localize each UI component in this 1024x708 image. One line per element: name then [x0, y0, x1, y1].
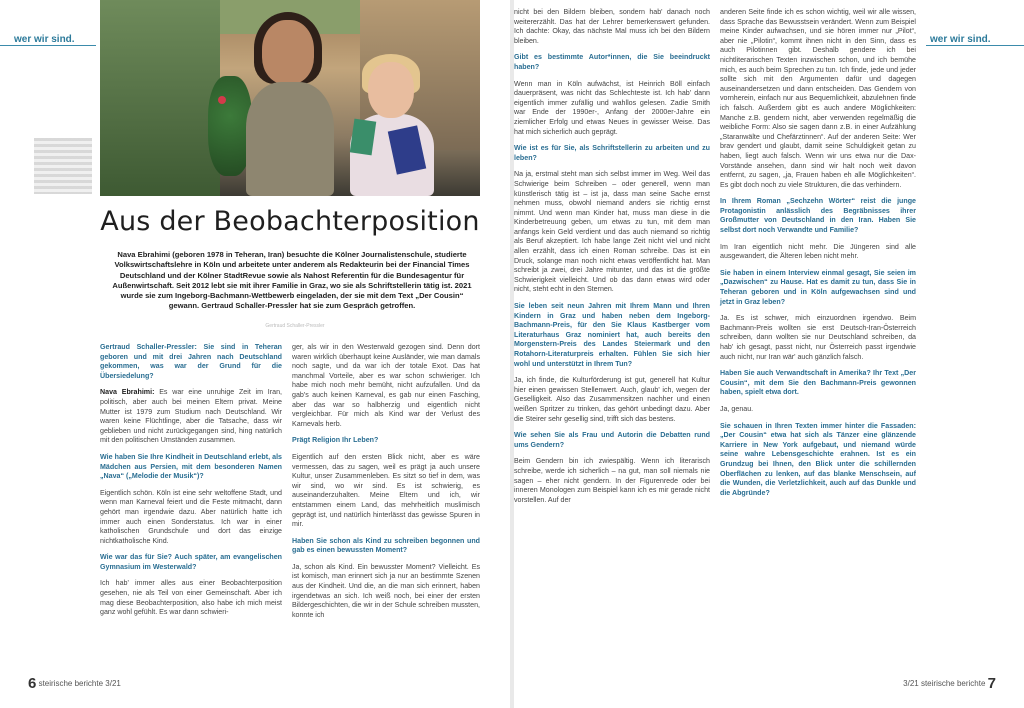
- interview-question: Sie schauen in Ihren Texten immer hinter die Fassaden: „Der Cousin“ etwa hat sich als Tänzer eine glänzende Karriere in New York aufgebaut, und niemand würde seine wahre Lebensgeschichte erahnen. Ist es ein Grundzug bei Ihnen, den Blick unter die schillernden Oberflächen zu lenken, auf das blanke Menschsein, auf die Wunden, die Verletzlichkeit, auch auf das Dunkle und die Abgründe?: [720, 421, 916, 497]
- answer-text: Es war eine unruhige Zeit im Iran, politisch, aber auch bei meinen Eltern privat. Meine Mutter ist 1979 zum Studium nach Deutschland. Wir waren keine Flüchtlinge, aber die Tatsache, dass wir geblieben und nicht zurückgegangen sind, hing natürlich mit den politischen Umständen zusammen.: [100, 388, 282, 445]
- interview-answer: anderen Seite finde ich es schon wichtig, weil wir alle wissen, dass Sprache das Bewusstsein verändert. Wenn zum Beispiel meine Kinder aufwachsen, und sie hören immer nur „Pilot“, aber nie „Pilotin“, kommt ihnen nicht in den Sinn, dass es auch Pilotinnen gibt. Deshalb gendere ich bei nichtliterarischen Texten inzwischen schon, und ich bemühe mich, es auch beim Sprechen zu tun. Ich finde, jede und jeder sollte sich mit den Argumenten dafür und dagegen auseinandersetzen und dann entscheiden. Das Gendern von vornherein, einfach nur aus Bequemlichkeit, abzulehnen finde ich falsch. Außerdem gibt es auch andere Möglichkeiten: Manche z.B. gendern nicht, aber verwenden regelmäßig die weibliche Form: Also sie sagen dann z.B. in einer Aufzählung „Staranwälte und Chefärztinnen“. Auf der anderen Seite: Wer brav gendert und glaubt, damit seine Schuldigkeit getan zu haben, liegt auch falsch. Wenn wir uns etwa nur die Dax-Vorstände ansehen, dann sind wir halt noch weit davon entfernt, zu sagen, „ja, Frauen haben eh alle Möglichkeiten“. Es gibt doch noch zu viele Strukturen, die das verhindern.: [720, 8, 916, 189]
- blurred-caption: [34, 138, 92, 194]
- interview-answer: Ja, genau.: [720, 404, 754, 413]
- interview-answer: ger, als wir in den Westerwald gezogen sind. Denn dort waren wirklich überhaupt keine Ausländer, wie man damals noch sagte, und da war ich der totale Exot. Das hat manchmal Vorteile, aber es war schon schwieriger. Ich habe mich noch mehr bemüht, nicht aufzufallen. Und da gab's auch keinen Karneval, es gab nur einen Fasching, aber das war so halbherzig und eigentlich nicht vergleichbar. Für mich als Kind war der Verlust des Karnevals herb.: [292, 343, 480, 428]
- photo-credit: Gertraud Schaller-Pressler: [265, 323, 325, 329]
- page-footer-left: [28, 675, 121, 692]
- interview-question: Sie haben in einem Interview einmal gesagt, Sie seien im „Dazwischen“ zu Hause. Hat es damit zu tun, dass Sie in Teheran geboren und in Köln aufgewachsen sind und jetzt in Graz leben?: [720, 268, 916, 306]
- page-number: 7: [987, 675, 996, 692]
- interview-question: Haben Sie schon als Kind zu schreiben begonnen und gab es einen bewussten Moment?: [292, 536, 480, 555]
- section-kicker: wer wir sind.: [14, 34, 75, 45]
- interview-question: Wie war das für Sie? Auch später, am evangelischen Gymnasium im Westerwald?: [100, 553, 282, 571]
- interview-answer: nicht bei den Bildern bleiben, sondern hab' danach noch weitererzählt. Das hat der Lehrer bemerkenswert gefunden. Ich dachte: Okay, das nächste Mal muss ich bei den Bildern bleiben.: [514, 8, 710, 45]
- page-footer-right: [903, 675, 996, 692]
- speaker-name: Nava Ebrahimi:: [100, 388, 155, 397]
- article-lead: Nava Ebrahimi (geboren 1978 in Teheran, Iran) besuchte die Kölner Journalistenschule, studierte Volkswirtschaftslehre in Köln und arbeitete unter anderem als Redakteurin bei der Financial Times Deutschland und der Kölner StadtRevue sowie als Nahost Referentin für die Bundesagentur für Außenwirtschaft. Seit 2012 lebt sie mit ihrer Familie in Graz, wo sie als Schriftstellerin tätig ist. 2021 wurde sie zum Ingeborg-Bachmann-Wettbewerb eingeladen, der sie mit dem Text „Der Cousin“ gewann. Gertraud Schaller-Pressler hat sie zum Gespräch getroffen.: [112, 250, 472, 311]
- kicker-rule-right: [926, 45, 1024, 46]
- interview-photo: [100, 0, 480, 196]
- interview-answer: Eigentlich schön. Köln ist eine sehr weltoffene Stadt, und wenn man Karneval feiert und die Feste mitmacht, dann gehört man irgendwie dazu. Aber natürlich hatte ich immer auch einen Sonderstatus. Ich war in einer katholischen Grundschule und dort das einzige nichtkatholische Kind.: [100, 488, 282, 545]
- right-page: [514, 0, 1024, 708]
- page-number: 6: [28, 675, 37, 692]
- interview-question: Wie sehen Sie als Frau und Autorin die Debatten rund ums Gendern?: [514, 431, 710, 449]
- interview-answer: Ja, ich finde, die Kulturförderung ist gut, generell hat Kultur hier einen gewissen Stellenwert. Auch, glaub' ich, wegen der Geselligkeit. Also das Zusammensitzen nachher und einen weißen Spritzer zu trinken, das gehört unbedingt dazu. Aber die Steirer sehr gesellig sind, trifft sich das bestens.: [514, 376, 710, 423]
- interview-question: Wie ist es für Sie, als Schriftstellerin zu arbeiten und zu leben?: [514, 144, 710, 162]
- section-kicker-right: wer wir sind.: [930, 34, 991, 45]
- interview-answer: Ich hab' immer alles aus einer Beobachterposition gesehen, nie als Teil von einer Gemeinschaft. Aber ich mag diese Beobachterposition, also habe ich mich meist ganz wohl gefühlt. Es war dann schwieri-: [100, 579, 282, 617]
- interview-answer: Beim Gendern bin ich zwiespältig. Wenn ich literarisch schreibe, werde ich sicherlich – na gut, man soll niemals nie sagen – eher nicht gendern. In der Figurenrede oder bei inneren Monologen zum Beispiel kann ich es mir gerade nicht vorstellen. Auf der: [514, 457, 710, 504]
- interview-question: Wie haben Sie Ihre Kindheit in Deutschland erlebt, als Mädchen aus Persien, mit dem besonderen Namen „Nava“ („Melodie der Musik“)?: [100, 452, 282, 481]
- column-2: [292, 343, 480, 627]
- interview-answer: Wenn man in Köln aufwächst, ist Heinrich Böll einfach dauerpräsent, was nicht das Schlechteste ist. Ich hab' dann eigentlich immer zufällig und wahllos gelesen. Zadie Smith war Ende der 1990er-, Anfang der 2000er-Jahre ein ziemlicher Erfolg und etwas Neues in gewisser Weise. Das hat mich sicherlich auch geprägt.: [514, 79, 710, 136]
- column-4: [720, 8, 916, 505]
- column-3: [514, 8, 710, 512]
- interview-question: Gertraud Schaller-Pressler: Sie sind in Teheran geboren und mit drei Jahren nach Deutschland gekommen, was war der Grund für die Übersiedelung?: [100, 343, 282, 380]
- interview-answer: Na ja, erstmal steht man sich selbst immer im Weg. Weil das Schwierige beim Schreiben – oder generell, wenn man künstlerisch tätig ist – ist ja, dass man seine Sache ernst nehmen muss, obwohl niemand anders sie richtig ernst nimmt. Und wenn man Kinder hat, muss man diese in die Kinderbetreuung geben, um etwas zu tun, mit dem man anfangs kein Geld verdient und das auch niemand so richtig als Beruf akzeptiert. Ich habe lange Zeit nicht viel und nicht allen erzählt, dass ich einen Roman schreibe. Das ist ein Druck, solange man noch nicht etwas veröffentlicht hat. Man schreibt ja zwei, drei Jahre mitunter, und das ist die größte Schwierigkeit vielleicht. Und ob das dann etwas wird oder nicht, steht echt in den Sternen.: [514, 170, 710, 294]
- interview-question: Gibt es bestimmte Autor*innen, die Sie beeindruckt haben?: [514, 53, 710, 71]
- kicker-rule: [0, 45, 96, 46]
- interview-answer: Ja, schon als Kind. Ein bewusster Moment? Vielleicht. Es ist komisch, man erinnert sich ja nur an bestimmte Szenen aus der Kindheit. Und die, an die man sich erinnert, haben irgendetwas an sich. Ich weiß noch, bei einer der ersten Bildergeschichten, die wir in der Schule schreiben mussten, konnte ich: [292, 562, 480, 619]
- left-page: [0, 0, 510, 708]
- interview-answer: Ja. Es ist schwer, mich einzuordnen irgendwo. Beim Bachmann-Preis wollten sie erst Deutsch-Iran-Österreich schreiben, dann wollten sie nur Deutschland schreiben, da hab' ich gesagt, passt nicht, nur Österreich passt irgendwie auch nicht, nur Iran wär' auch gänzlich falsch.: [720, 314, 916, 361]
- footer-label: 3/21 steirische berichte: [903, 679, 986, 688]
- interview-answer: Eigentlich auf den ersten Blick nicht, aber es wäre vermessen, das zu sagen, weil es prägt ja auch unsere Kultur, unser Zusammenleben. Es sitzt so tief in dem, was wir sind, wo wir sind. Es ist schwierig, es auseinanderzuhalten. Meine Eltern und ich, wir entstammen einem Land, das mehrheitlich muslimisch geprägt ist, und natürlich hinterlässt das gewisse Spuren in mir.: [292, 452, 480, 529]
- article-title: Aus der Beobachterposition: [100, 206, 480, 237]
- interview-question: Haben Sie auch Verwandtschaft in Amerika? Ihr Text „Der Cousin“, mit dem Sie den Bachmann-Preis gewonnen haben, spielt etwa dort.: [720, 369, 916, 397]
- column-1: [100, 343, 282, 625]
- interview-question: In Ihrem Roman „Sechzehn Wörter“ reist die junge Protagonistin anlässlich des Begräbnisses ihrer Großmutter von Deutschland in den Iran. Haben Sie selbst dort noch Verwandte und Familie?: [720, 197, 916, 235]
- interview-answer: Im Iran eigentlich nicht mehr. Die Jüngeren sind alle ausgewandert, die Älteren leben nicht mehr.: [720, 242, 916, 261]
- interview-question: Prägt Religion Ihr Leben?: [292, 436, 379, 445]
- interview-question: Sie leben seit neun Jahren mit Ihrem Mann und Ihren Kindern in Graz und haben neben dem Ingeborg-Bachmann-Preis, für den Sie Klaus Kastberger vom Literaturhaus Graz nominiert hat, auch bereits den Morgenstern-Preis des Landes Steiermark und den Rotahorn-Literaturpreis erhalten. Fühlen Sie sich hier wohl und unterstützt in Ihrem Tun?: [514, 302, 710, 368]
- footer-label: steirische berichte 3/21: [38, 679, 121, 688]
- interview-answer: [100, 388, 282, 446]
